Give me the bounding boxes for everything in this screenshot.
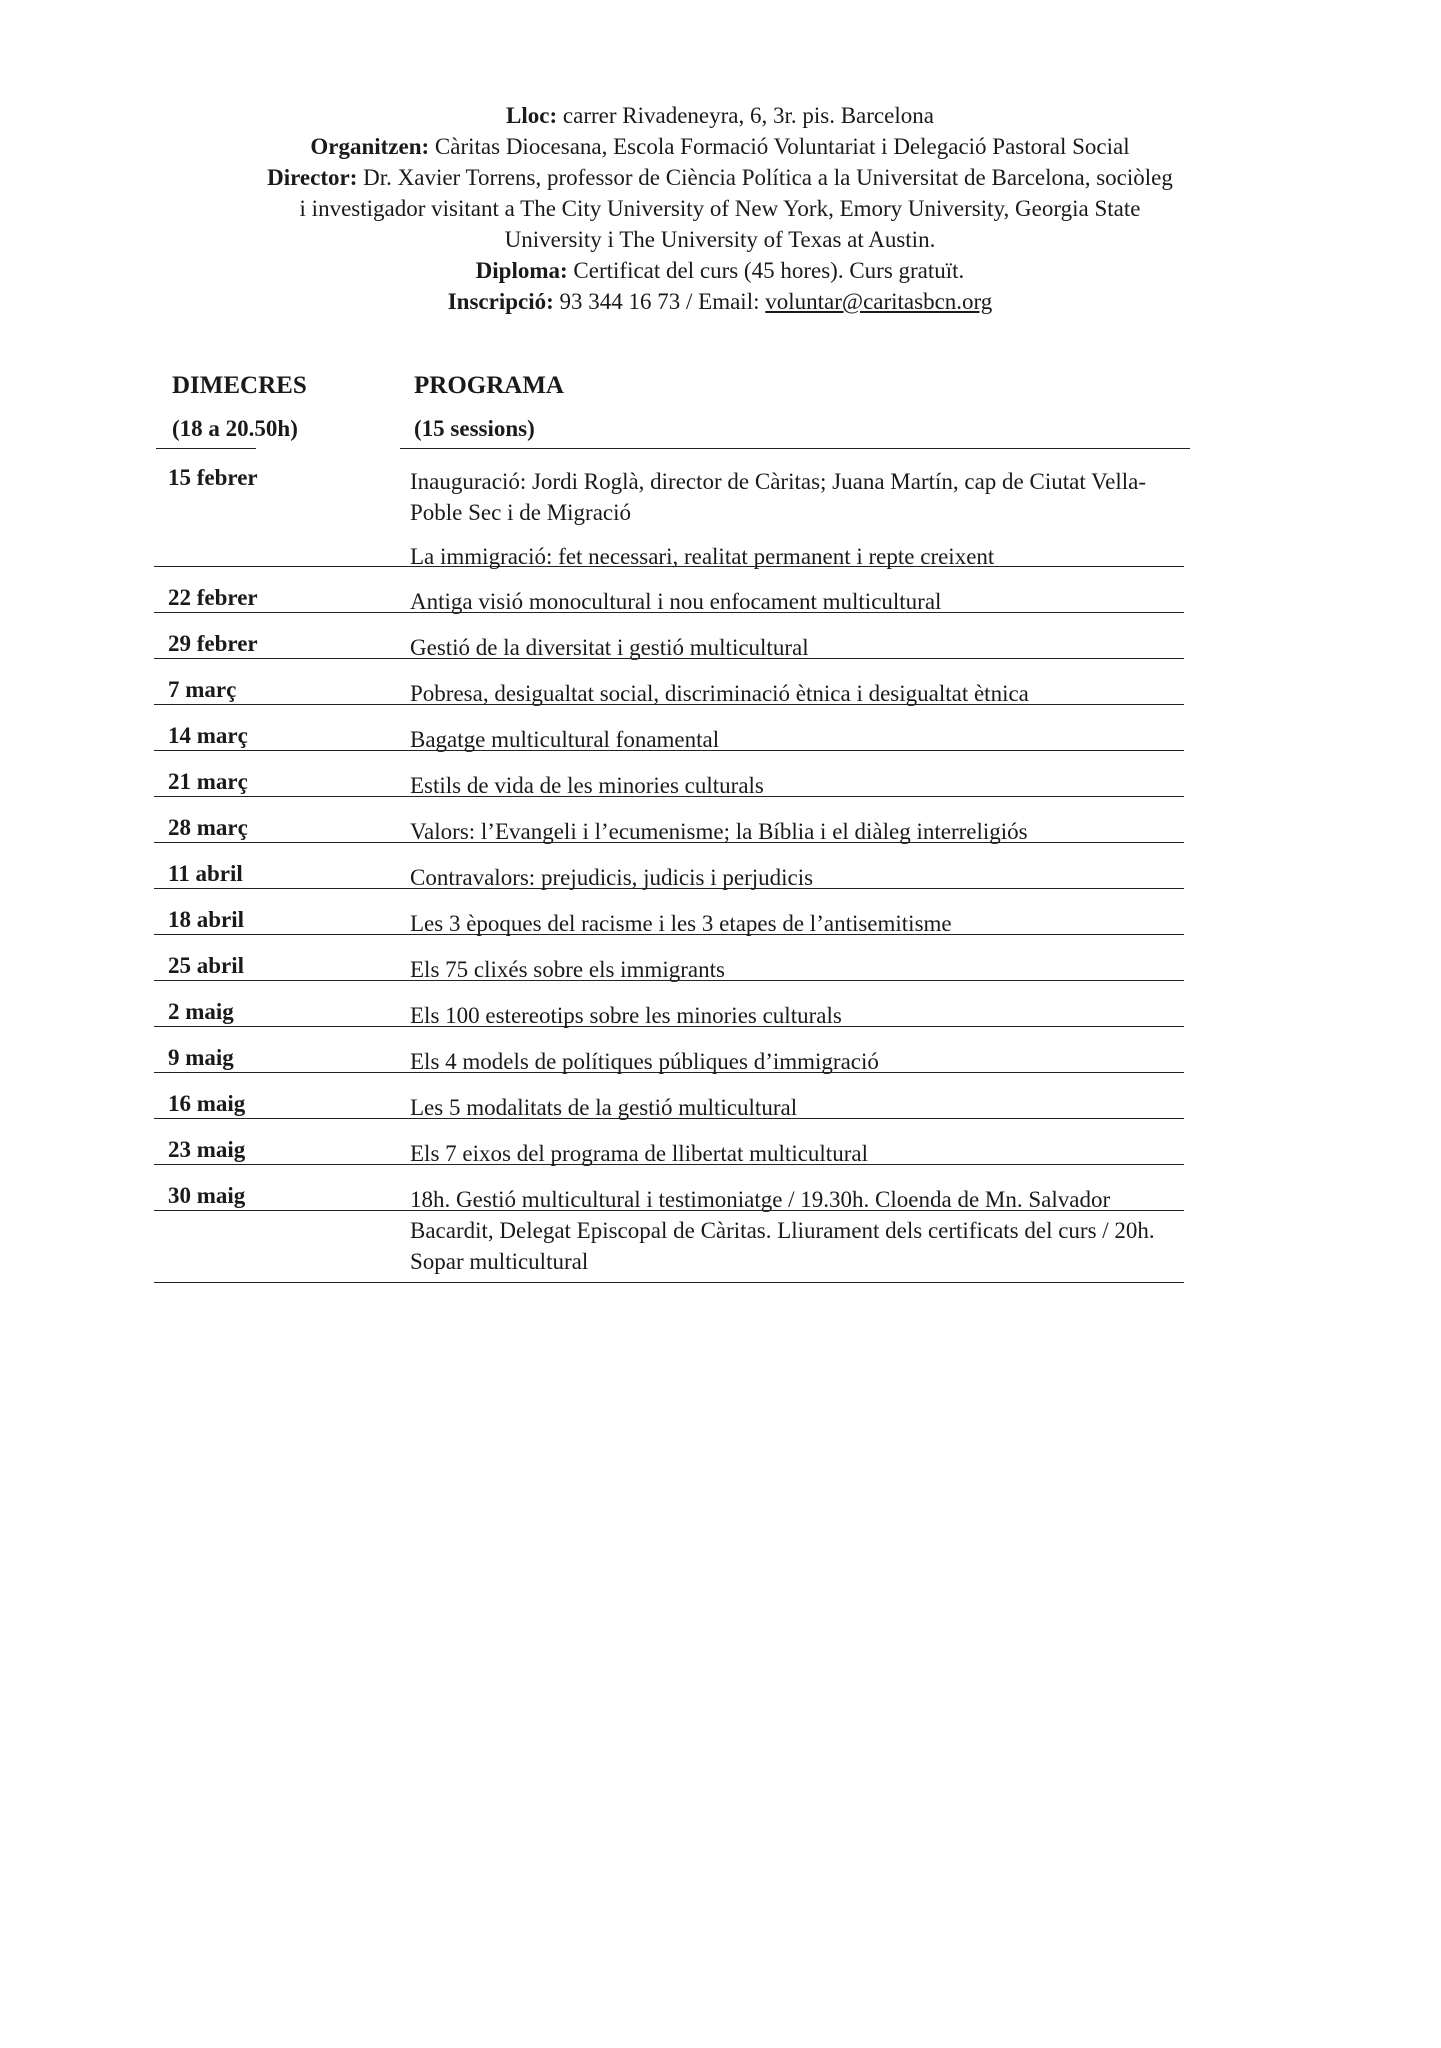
session-count: (15 sessions)	[414, 416, 535, 441]
session-topic: Inauguració: Jordi Roglà, director de Càritas; Juana Martín, cap de Ciutat Vella-Poble Sec i de Migració	[410, 469, 1146, 525]
session-topic: Estils de vida de les minories culturals	[410, 773, 764, 798]
session-date: 29 febrer	[168, 631, 258, 656]
director-line: Director: Dr. Xavier Torrens, professor de Ciència Política a la Universitat de Barcelona, sociòleg	[267, 165, 1173, 190]
session-date: 18 abril	[168, 907, 245, 932]
session-date: 16 maig	[168, 1091, 246, 1116]
header-underline-right	[400, 448, 1190, 449]
row-divider	[154, 1282, 1184, 1283]
course-info-header	[170, 100, 1270, 317]
session-topic: Les 5 modalitats de la gestió multicultural	[410, 1095, 798, 1120]
session-topic: Els 7 eixos del programa de llibertat multicultural	[410, 1141, 868, 1166]
session-date: 23 maig	[168, 1137, 246, 1162]
session-topic: Els 4 models de polítiques públiques d’immigració	[410, 1049, 879, 1074]
session-topic: 18h. Gestió multicultural i testimoniatge / 19.30h. Cloenda de Mn. Salvador Bacardit, Delegat Episcopal de Càritas. Lliurament dels certificats del curs / 20h. Sopar multicultural	[410, 1187, 1155, 1274]
session-date: 22 febrer	[168, 585, 258, 610]
email-link[interactable]: voluntar@caritasbcn.org	[765, 289, 993, 314]
session-topic: Les 3 èpoques del racisme i les 3 etapes de l’antisemitisme	[410, 911, 952, 936]
session-date: 21 març	[168, 769, 248, 794]
header-underline-left	[156, 448, 256, 449]
organizers-line: Organitzen: Càritas Diocesana, Escola Formació Voluntariat i Delegació Pastoral Social	[310, 134, 1130, 159]
schedule-hours: (18 a 20.50h)	[172, 416, 298, 441]
session-topic: Bagatge multicultural fonamental	[410, 727, 720, 752]
session-topic: La immigració: fet necessari, realitat permanent i repte creixent	[410, 544, 995, 569]
session-date: 15 febrer	[168, 465, 258, 490]
location-line: Lloc: carrer Rivadeneyra, 6, 3r. pis. Barcelona	[506, 103, 934, 128]
session-date: 2 maig	[168, 999, 234, 1024]
session-topic: Contravalors: prejudicis, judicis i perjudicis	[410, 865, 814, 890]
director-line-2: i investigador visitant a The City University of New York, Emory University, Georgia State	[299, 196, 1141, 221]
session-topic: Els 100 estereotips sobre les minories culturals	[410, 1003, 842, 1028]
session-date: 25 abril	[168, 953, 245, 978]
session-date: 28 març	[168, 815, 248, 840]
session-date: 11 abril	[168, 861, 243, 886]
session-topic: Els 75 clixés sobre els immigrants	[410, 957, 725, 982]
session-date: 9 maig	[168, 1045, 234, 1070]
session-topic: Antiga visió monocultural i nou enfocament multicultural	[410, 589, 942, 614]
diploma-line: Diploma: Certificat del curs (45 hores). Curs gratuït.	[475, 258, 965, 283]
session-topic: Gestió de la diversitat i gestió multicultural	[410, 635, 809, 660]
session-topic: Valors: l’Evangeli i l’ecumenisme; la Bíblia i el diàleg interreligiós	[410, 819, 1028, 844]
day-column-title: DIMECRES	[172, 372, 307, 399]
session-date: 7 març	[168, 677, 237, 702]
session-date: 14 març	[168, 723, 248, 748]
session-date: 30 maig	[168, 1183, 246, 1208]
session-topic: Pobresa, desigualtat social, discriminació ètnica i desigualtat ètnica	[410, 681, 1029, 706]
program-column-title: PROGRAMA	[414, 372, 564, 399]
registration-line: Inscripció: 93 344 16 73 / Email: voluntar@caritasbcn.org	[447, 289, 993, 314]
director-line-3: University i The University of Texas at Austin.	[504, 227, 936, 252]
